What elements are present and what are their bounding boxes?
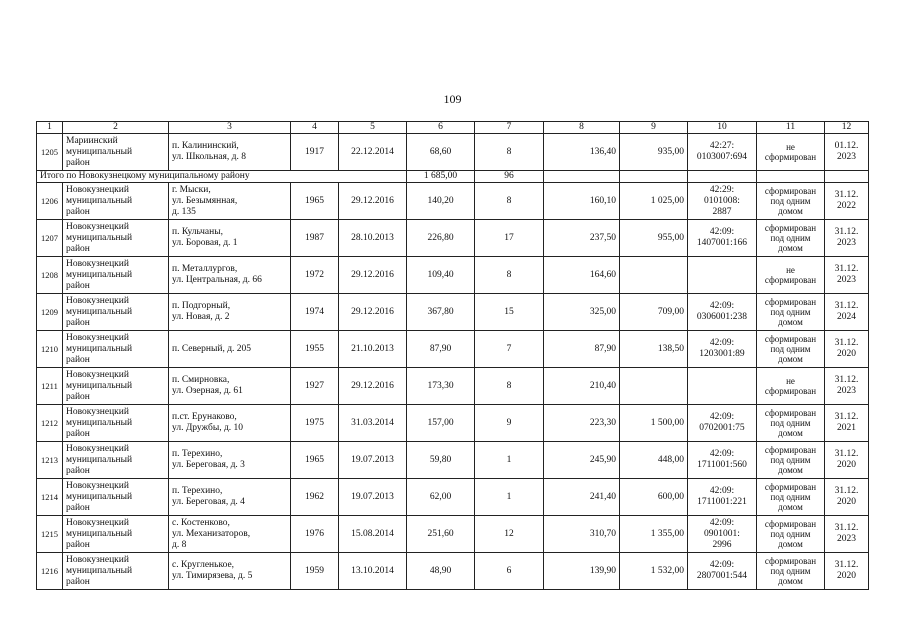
deadline-cell: 31.12. 2022 <box>825 183 869 220</box>
area-cell: 251,60 <box>407 516 475 553</box>
column-header-7: 7 <box>475 122 544 134</box>
deadline-cell: 31.12. 2020 <box>825 553 869 590</box>
table-header <box>37 122 869 134</box>
year-built-cell: 1965 <box>291 442 339 479</box>
row-number: 1206 <box>37 183 63 220</box>
plot-status-cell: сформирован под одним домом <box>757 516 825 553</box>
total-row <box>37 171 869 183</box>
deadline-cell: 31.12. 2023 <box>825 257 869 294</box>
year-built-cell: 1965 <box>291 183 339 220</box>
year-built-cell: 1987 <box>291 220 339 257</box>
table-row <box>37 368 869 405</box>
plot-area-cell: 955,00 <box>620 220 688 257</box>
residents-cell: 8 <box>475 368 544 405</box>
plot-area-cell: 138,50 <box>620 331 688 368</box>
column-header-12: 12 <box>825 122 869 134</box>
empty-cell <box>544 171 620 183</box>
plot-area-cell: 600,00 <box>620 479 688 516</box>
table-row <box>37 134 869 171</box>
date-cell: 29.12.2016 <box>339 294 407 331</box>
total-area-cell: 210,40 <box>544 368 620 405</box>
table-row <box>37 553 869 590</box>
deadline-cell: 31.12. 2020 <box>825 331 869 368</box>
empty-cell <box>620 171 688 183</box>
year-built-cell: 1927 <box>291 368 339 405</box>
date-cell: 29.12.2016 <box>339 183 407 220</box>
date-cell: 19.07.2013 <box>339 479 407 516</box>
area-cell: 367,80 <box>407 294 475 331</box>
address-cell: с. Кругленькое, ул. Тимирязева, д. 5 <box>169 553 291 590</box>
cadastral-number-cell: 42:09: 1407001:166 <box>688 220 757 257</box>
total-area-cell: 325,00 <box>544 294 620 331</box>
column-header-11: 11 <box>757 122 825 134</box>
year-built-cell: 1959 <box>291 553 339 590</box>
column-header-4: 4 <box>291 122 339 134</box>
year-built-cell: 1955 <box>291 331 339 368</box>
column-header-1: 1 <box>37 122 63 134</box>
total-area: 1 685,00 <box>407 171 475 183</box>
residents-cell: 8 <box>475 134 544 171</box>
plot-area-cell: 448,00 <box>620 442 688 479</box>
total-residents: 96 <box>475 171 544 183</box>
deadline-cell: 31.12. 2023 <box>825 220 869 257</box>
row-number: 1205 <box>37 134 63 171</box>
deadline-cell: 01.12. 2023 <box>825 134 869 171</box>
cadastral-number-cell: 42:27: 0103007:694 <box>688 134 757 171</box>
cadastral-number-cell <box>688 257 757 294</box>
area-cell: 173,30 <box>407 368 475 405</box>
year-built-cell: 1975 <box>291 405 339 442</box>
address-cell: п. Металлургов, ул. Центральная, д. 66 <box>169 257 291 294</box>
residents-cell: 17 <box>475 220 544 257</box>
plot-status-cell: сформирован под одним домом <box>757 442 825 479</box>
district-cell: Новокузнецкий муниципальный район <box>63 368 169 405</box>
residents-cell: 12 <box>475 516 544 553</box>
cadastral-number-cell: 42:09: 0901001: 2996 <box>688 516 757 553</box>
deadline-cell: 31.12. 2023 <box>825 516 869 553</box>
column-header-8: 8 <box>544 122 620 134</box>
column-number-row <box>37 122 869 134</box>
plot-status-cell: сформирован под одним домом <box>757 183 825 220</box>
total-area-cell: 160,10 <box>544 183 620 220</box>
residents-cell: 1 <box>475 479 544 516</box>
column-header-2: 2 <box>63 122 169 134</box>
total-area-cell: 139,90 <box>544 553 620 590</box>
year-built-cell: 1972 <box>291 257 339 294</box>
year-built-cell: 1962 <box>291 479 339 516</box>
plot-area-cell: 1 500,00 <box>620 405 688 442</box>
table-row <box>37 442 869 479</box>
date-cell: 21.10.2013 <box>339 331 407 368</box>
column-header-5: 5 <box>339 122 407 134</box>
plot-status-cell: сформирован под одним домом <box>757 405 825 442</box>
residents-cell: 1 <box>475 442 544 479</box>
residents-cell: 7 <box>475 331 544 368</box>
plot-status-cell: не сформирован <box>757 257 825 294</box>
address-cell: п. Смирновка, ул. Озерная, д. 61 <box>169 368 291 405</box>
row-number: 1213 <box>37 442 63 479</box>
row-number: 1215 <box>37 516 63 553</box>
total-label: Итого по Новокузнецкому муниципальному району <box>37 171 407 183</box>
deadline-cell: 31.12. 2020 <box>825 479 869 516</box>
district-cell: Новокузнецкий муниципальный район <box>63 553 169 590</box>
table-row <box>37 294 869 331</box>
district-cell: Новокузнецкий муниципальный район <box>63 183 169 220</box>
residents-cell: 9 <box>475 405 544 442</box>
date-cell: 22.12.2014 <box>339 134 407 171</box>
area-cell: 48,90 <box>407 553 475 590</box>
address-cell: п. Подгорный, ул. Новая, д. 2 <box>169 294 291 331</box>
deadline-cell: 31.12. 2021 <box>825 405 869 442</box>
address-cell: п. Кульчаны, ул. Боровая, д. 1 <box>169 220 291 257</box>
row-number: 1208 <box>37 257 63 294</box>
plot-area-cell <box>620 257 688 294</box>
deadline-cell: 31.12. 2024 <box>825 294 869 331</box>
address-cell: п.ст. Ерунаково, ул. Дружбы, д. 10 <box>169 405 291 442</box>
residents-cell: 8 <box>475 183 544 220</box>
total-area-cell: 237,50 <box>544 220 620 257</box>
total-area-cell: 241,40 <box>544 479 620 516</box>
row-number: 1207 <box>37 220 63 257</box>
plot-area-cell: 1 355,00 <box>620 516 688 553</box>
area-cell: 87,90 <box>407 331 475 368</box>
area-cell: 59,80 <box>407 442 475 479</box>
empty-cell <box>757 171 825 183</box>
plot-status-cell: сформирован под одним домом <box>757 479 825 516</box>
address-cell: с. Костенково, ул. Механизаторов, д. 8 <box>169 516 291 553</box>
plot-area-cell: 1 532,00 <box>620 553 688 590</box>
district-cell: Новокузнецкий муниципальный район <box>63 516 169 553</box>
year-built-cell: 1976 <box>291 516 339 553</box>
address-cell: п. Терехино, ул. Береговая, д. 3 <box>169 442 291 479</box>
plot-area-cell: 709,00 <box>620 294 688 331</box>
date-cell: 19.07.2013 <box>339 442 407 479</box>
column-header-10: 10 <box>688 122 757 134</box>
cadastral-number-cell: 42:09: 0306001:238 <box>688 294 757 331</box>
total-area-cell: 223,30 <box>544 405 620 442</box>
cadastral-number-cell: 42:09: 1711001:560 <box>688 442 757 479</box>
address-cell: п. Северный, д. 205 <box>169 331 291 368</box>
date-cell: 29.12.2016 <box>339 257 407 294</box>
plot-status-cell: сформирован под одним домом <box>757 331 825 368</box>
address-cell: п. Калининский, ул. Школьная, д. 8 <box>169 134 291 171</box>
row-number: 1216 <box>37 553 63 590</box>
total-area-cell: 136,40 <box>544 134 620 171</box>
column-header-3: 3 <box>169 122 291 134</box>
plot-status-cell: сформирован под одним домом <box>757 294 825 331</box>
plot-status-cell: не сформирован <box>757 368 825 405</box>
total-area-cell: 164,60 <box>544 257 620 294</box>
plot-area-cell: 935,00 <box>620 134 688 171</box>
cadastral-number-cell: 42:09: 0702001:75 <box>688 405 757 442</box>
plot-area-cell: 1 025,00 <box>620 183 688 220</box>
deadline-cell: 31.12. 2023 <box>825 368 869 405</box>
deadline-cell: 31.12. 2020 <box>825 442 869 479</box>
total-area-cell: 245,90 <box>544 442 620 479</box>
district-cell: Новокузнецкий муниципальный район <box>63 479 169 516</box>
district-cell: Новокузнецкий муниципальный район <box>63 294 169 331</box>
housing-registry-table <box>36 121 869 590</box>
district-cell: Новокузнецкий муниципальный район <box>63 331 169 368</box>
table-body <box>37 134 869 590</box>
cadastral-number-cell: 42:09: 1711001:221 <box>688 479 757 516</box>
table-row <box>37 479 869 516</box>
row-number: 1212 <box>37 405 63 442</box>
year-built-cell: 1917 <box>291 134 339 171</box>
table-row <box>37 183 869 220</box>
plot-status-cell: сформирован под одним домом <box>757 220 825 257</box>
cadastral-number-cell: 42:09: 1203001:89 <box>688 331 757 368</box>
residents-cell: 15 <box>475 294 544 331</box>
district-cell: Новокузнецкий муниципальный район <box>63 257 169 294</box>
table-row <box>37 257 869 294</box>
address-cell: п. Терехино, ул. Береговая, д. 4 <box>169 479 291 516</box>
residents-cell: 6 <box>475 553 544 590</box>
address-cell: г. Мыски, ул. Безымянная, д. 135 <box>169 183 291 220</box>
area-cell: 109,40 <box>407 257 475 294</box>
column-header-6: 6 <box>407 122 475 134</box>
table-row <box>37 331 869 368</box>
cadastral-number-cell: 42:29: 0101008: 2887 <box>688 183 757 220</box>
area-cell: 157,00 <box>407 405 475 442</box>
area-cell: 226,80 <box>407 220 475 257</box>
area-cell: 68,60 <box>407 134 475 171</box>
district-cell: Новокузнецкий муниципальный район <box>63 405 169 442</box>
empty-cell <box>688 171 757 183</box>
total-area-cell: 87,90 <box>544 331 620 368</box>
date-cell: 28.10.2013 <box>339 220 407 257</box>
row-number: 1210 <box>37 331 63 368</box>
district-cell: Новокузнецкий муниципальный район <box>63 442 169 479</box>
table-row <box>37 220 869 257</box>
cadastral-number-cell: 42:09: 2807001:544 <box>688 553 757 590</box>
row-number: 1214 <box>37 479 63 516</box>
date-cell: 31.03.2014 <box>339 405 407 442</box>
plot-status-cell: не сформирован <box>757 134 825 171</box>
date-cell: 15.08.2014 <box>339 516 407 553</box>
table-row <box>37 405 869 442</box>
residents-cell: 8 <box>475 257 544 294</box>
cadastral-number-cell <box>688 368 757 405</box>
year-built-cell: 1974 <box>291 294 339 331</box>
area-cell: 140,20 <box>407 183 475 220</box>
table-row <box>37 516 869 553</box>
row-number: 1209 <box>37 294 63 331</box>
total-area-cell: 310,70 <box>544 516 620 553</box>
page-number: 109 <box>443 92 462 106</box>
area-cell: 62,00 <box>407 479 475 516</box>
date-cell: 13.10.2014 <box>339 553 407 590</box>
date-cell: 29.12.2016 <box>339 368 407 405</box>
row-number: 1211 <box>37 368 63 405</box>
column-header-9: 9 <box>620 122 688 134</box>
plot-status-cell: сформирован под одним домом <box>757 553 825 590</box>
district-cell: Мариинский муниципальный район <box>63 134 169 171</box>
district-cell: Новокузнецкий муниципальный район <box>63 220 169 257</box>
empty-cell <box>825 171 869 183</box>
plot-area-cell <box>620 368 688 405</box>
